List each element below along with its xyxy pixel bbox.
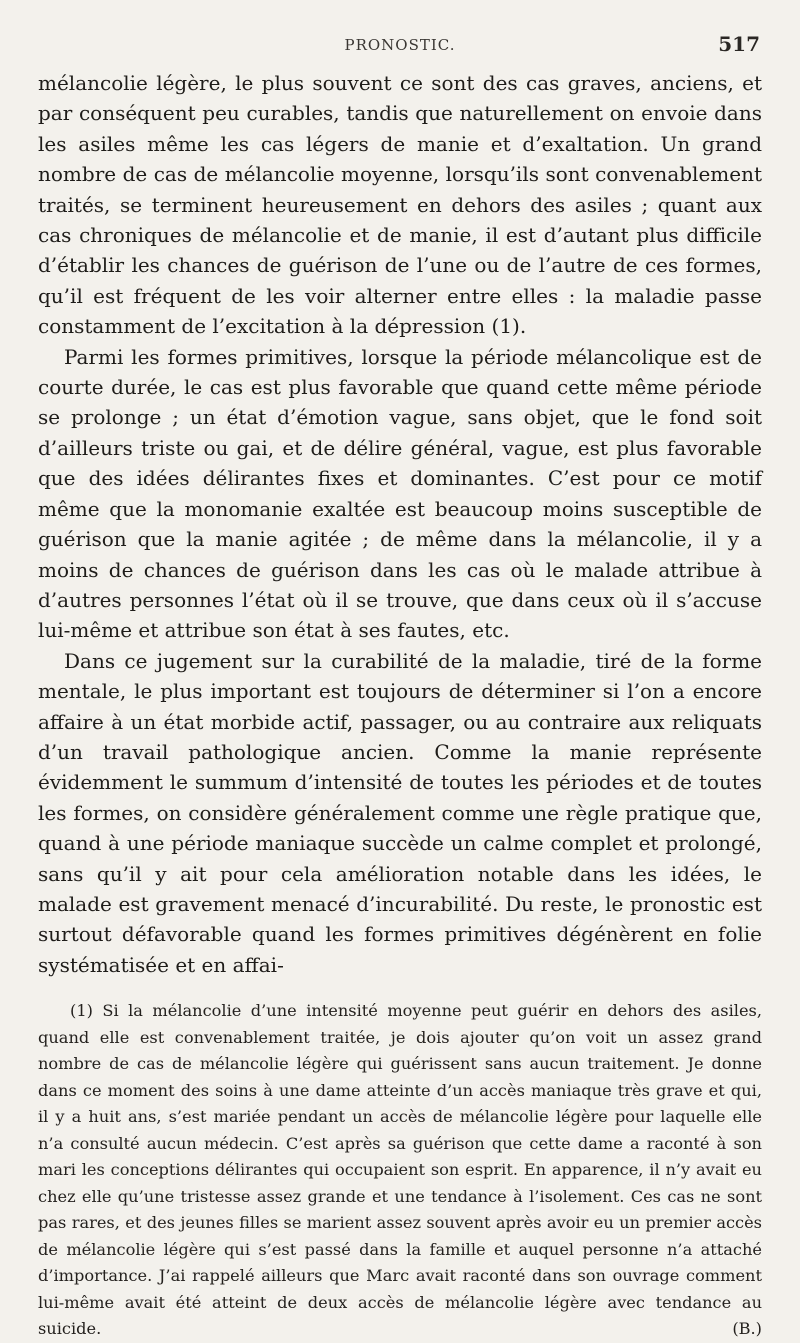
page-number: 517 [718,32,760,56]
paragraph: Parmi les formes primitives, lorsque la période mélancolique est de courte durée, le cas est plus favorable que quand cette même période se prolonge ; un état d’émotion vague, sans objet, que le fond soit d’ailleurs triste ou gai, et de délire général, vague, est plus favorable que des idées délirantes fixes et dominantes. C’est pour ce motif même que la monomanie exaltée est beaucoup moins susceptible de guérison que la manie agitée ; de même dans la mélancolie, il y a moins de chances de guérison dans les cas où le malade attribue à d’autres personnes l’état où il se trouve, que dans ceux où il s’accuse lui-même et attribue son état à ses fautes, etc. [38,344,762,643]
footnote-text: (1) Si la mélancolie d’une intensité moyenne peut guérir en dehors des asiles, quand elle est convenablement traitée, je dois ajouter qu’on voit un assez grand nombre de cas de mélancolie légère qui guérissent sans aucun traitement. Je donne dans ce moment des soins à une dame atteinte d’un accès maniaque très grave et qui, il y a huit ans, s’est mariée pendant un accès de mélancolie légère pour laquelle elle n’a consulté aucun médecin. C’est après sa guérison que cette dame a raconté à son mari les conceptions délirantes qui occupaient son esprit. En apparence, il n’y avait eu chez elle qu’une tristesse assez grande et une tendance à l’isolement. Ces cas ne sont pas rares, et des jeunes filles se marient assez souvent après avoir eu un premier accès de mélancolie légère qui s’est passé dans la famille et auquel personne n’a attaché d’importance. J’ai rappelé ailleurs que Marc avait raconté dans son ouvrage comment lui-même avait été atteint de deux accès de mélancolie légère avec tendance au suicide. [38,1001,762,1339]
paragraph: Dans ce jugement sur la curabilité de la maladie, tiré de la forme mentale, le plus important est toujours de déterminer si l’on a encore affaire à un état morbide actif, passager, ou au contraire aux reliquats d’un travail pathologique ancien. Comme la manie représente évidemment le summum d’intensité de toutes les périodes et de toutes les formes, on considère généralement comme une règle pratique que, quand à une période maniaque succède un calme complet et prolongé, sans qu’il y ait pour cela amélioration notable dans les idées, le malade est gravement menacé d’incurabilité. Du reste, le pronostic est surtout défavorable quand les formes primitives dégénèrent en folie systématisée et en affai- [38,648,762,977]
page-header [38,30,762,60]
footnote-signature: (B.) [732,1319,762,1339]
main-text [38,68,762,980]
footnote [38,998,762,1343]
running-title: PRONOSTIC. [344,36,456,54]
paragraph-continued: mélancolie légère, le plus souvent ce sont des cas graves, anciens, et par conséquent peu curables, tandis que naturellement on envoie dans les asiles même les cas légers de manie et d’exaltation. Un grand nombre de cas de mélancolie moyenne, lorsqu’ils sont convenablement traités, se terminent heureusement en dehors des asiles ; quant aux cas chroniques de mélancolie et de manie, il est d’autant plus difficile d’établir les chances de guérison de l’une ou de l’autre de ces formes, qu’il est fréquent de les voir alterner entre elles : la maladie passe constamment de l’excitation à la dépression (1). [38,71,762,339]
